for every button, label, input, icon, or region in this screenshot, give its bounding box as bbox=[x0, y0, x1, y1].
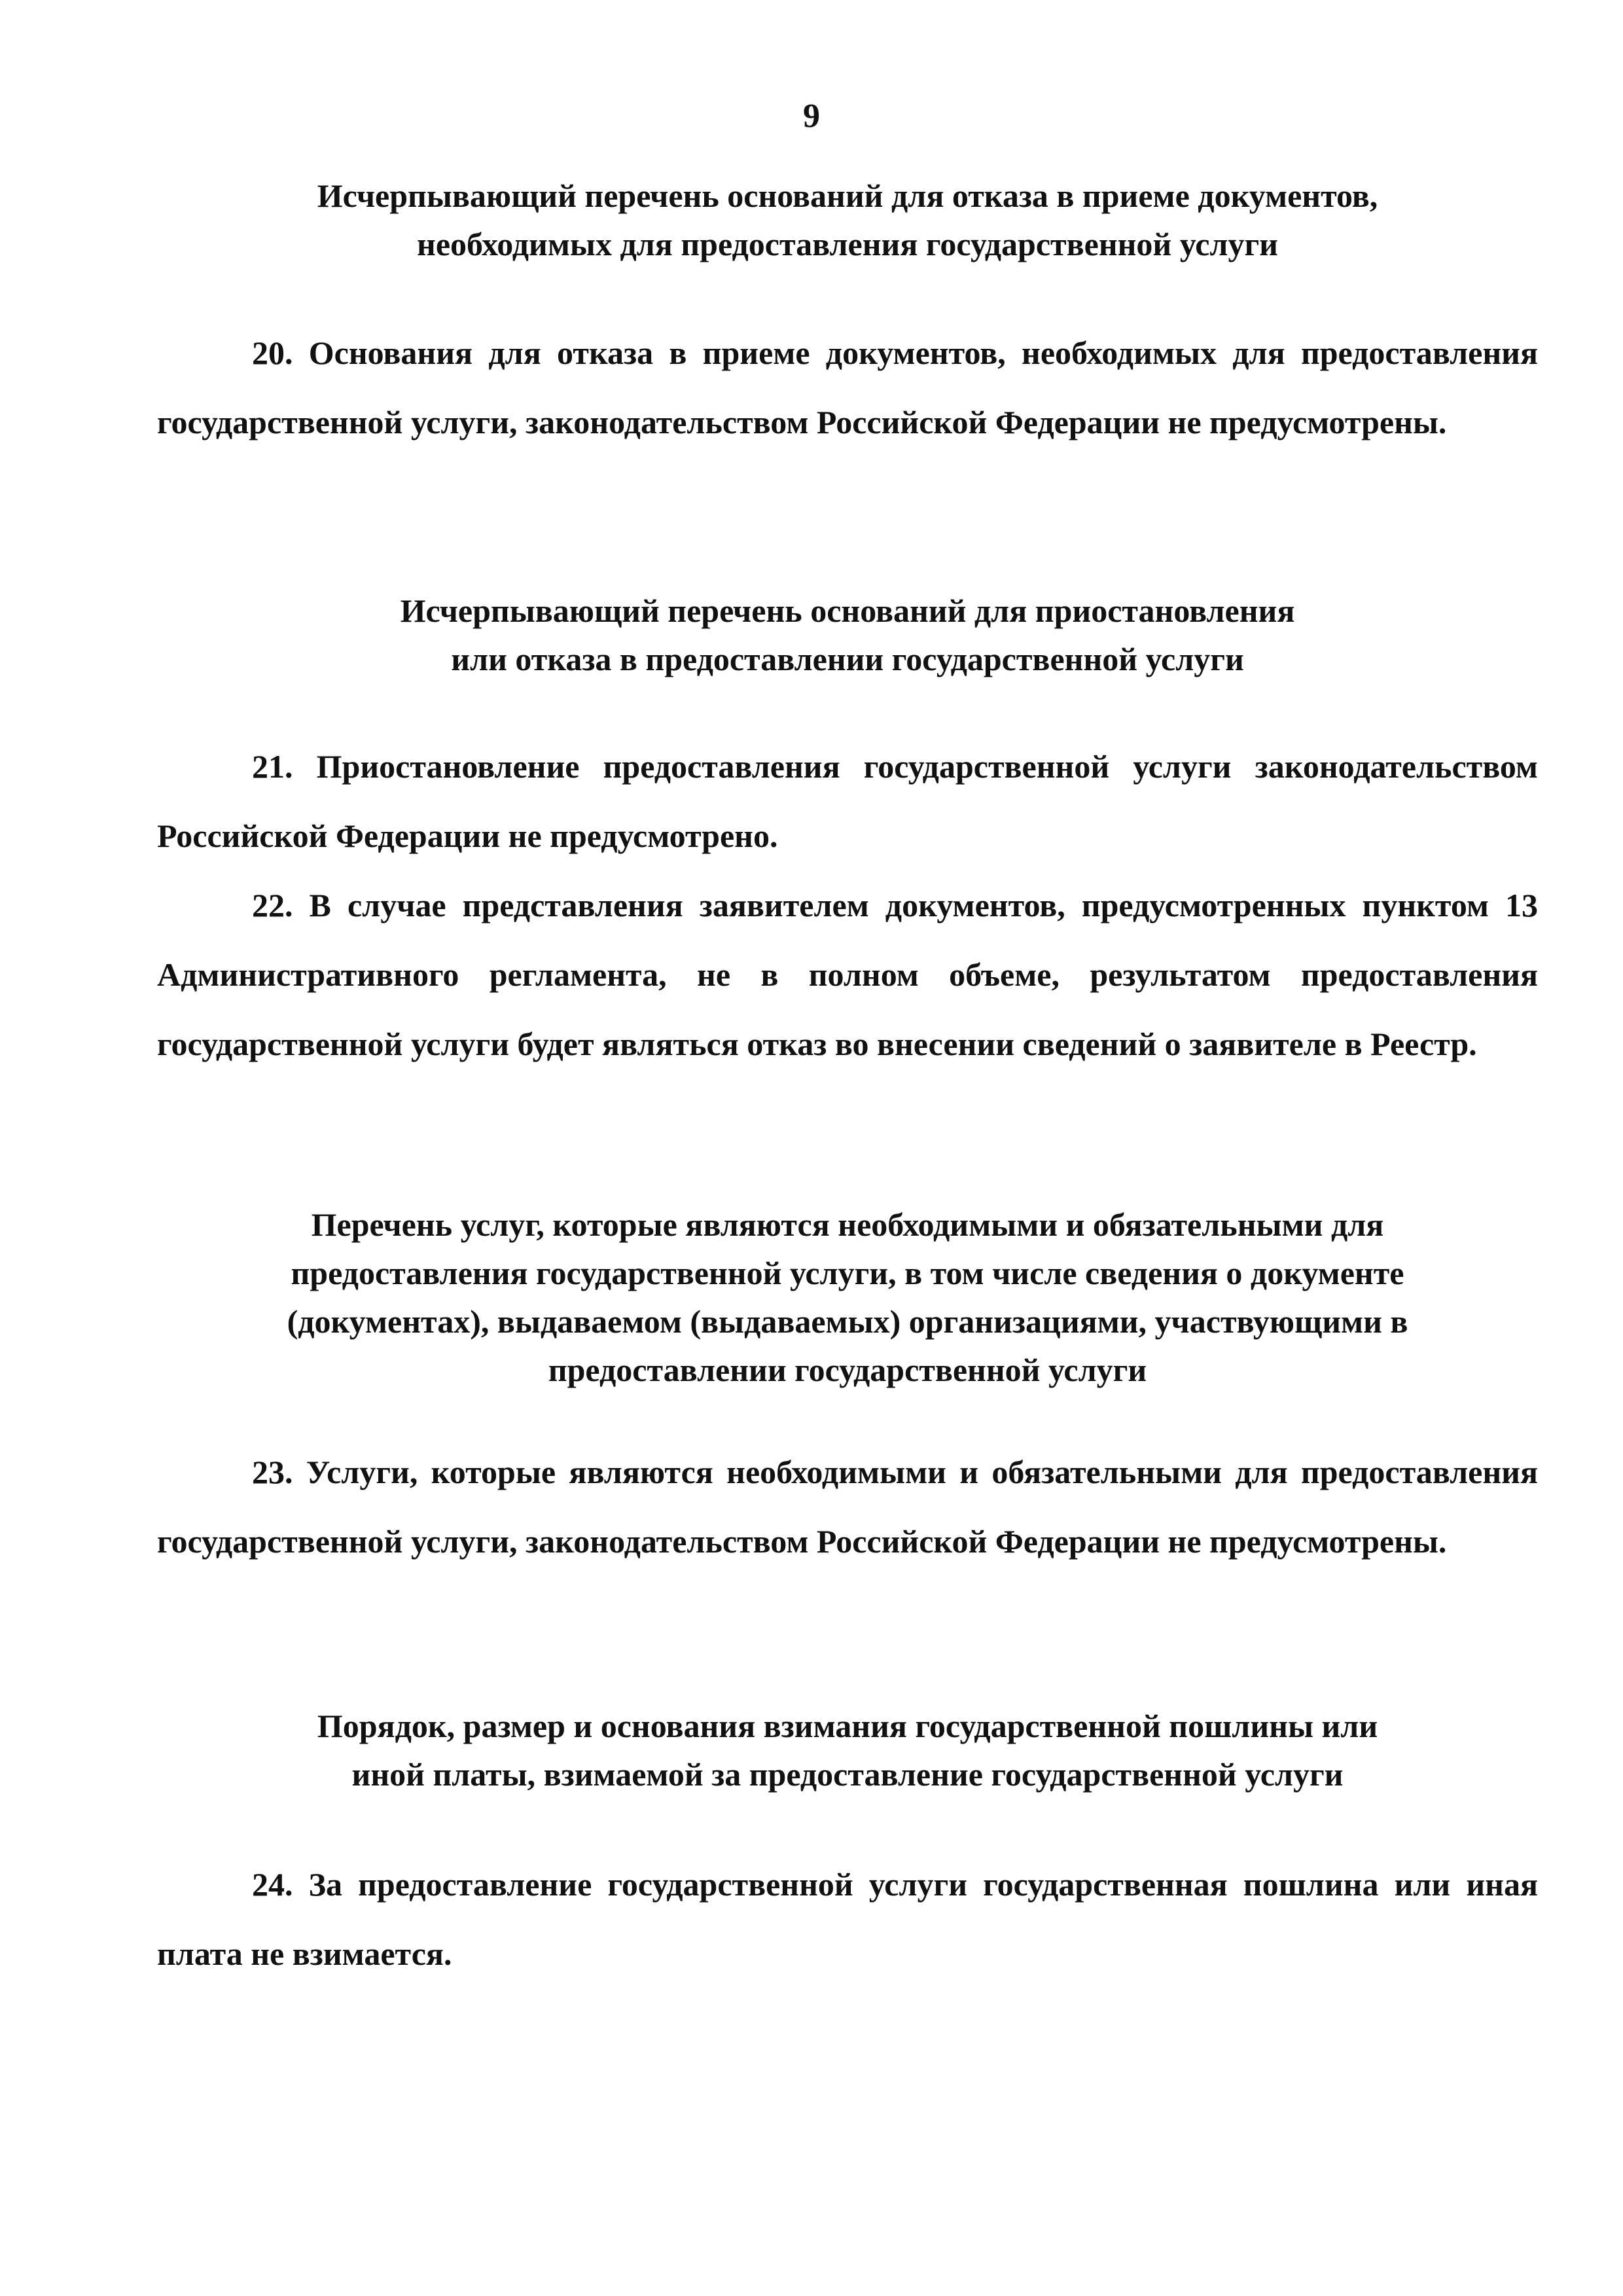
section-heading-necessary-services: Перечень услуг, которые являются необходимыми и обязательными для предоставления государственной услуги, в том числе сведения о документе (документах), выдаваемом (выдаваемых) организациями, участвующими в предоставлении государственной услуги bbox=[287, 1206, 1408, 1388]
section-heading-state-fee: Порядок, размер и основания взимания государственной пошлины или иной платы, взимаемой за предоставление государственной услуги bbox=[317, 1708, 1378, 1793]
paragraph-22: 22. В случае представления заявителем документов, предусмотренных пунктом 13 Административного регламента, не в полном объеме, результатом предоставления государственной услуги будет являться отказ во внесении сведений о заявителе в Реестр. bbox=[157, 887, 1538, 1062]
section-heading-refusal-acceptance: Исчерпывающий перечень оснований для отказа в приеме документов, необходимых для предоставления государственной услуги bbox=[317, 177, 1378, 262]
paragraph-24: 24. За предоставление государственной услуги государственная пошлина или иная плата не взимается. bbox=[157, 1866, 1538, 1972]
paragraph-23: 23. Услуги, которые являются необходимыми и обязательными для предоставления государственной услуги, законодательством Российской Федерации не предусмотрены. bbox=[157, 1454, 1538, 1560]
page-number: 9 bbox=[803, 98, 820, 135]
section-heading-suspension-refusal: Исчерпывающий перечень оснований для приостановления или отказа в предоставлении государственной услуги bbox=[400, 592, 1295, 677]
paragraph-20: 20. Основания для отказа в приеме документов, необходимых для предоставления государственной услуги, законодательством Российской Федерации не предусмотрены. bbox=[157, 334, 1538, 440]
paragraph-21: 21. Приостановление предоставления государственной услуги законодательством Российской Федерации не предусмотрено. bbox=[157, 748, 1538, 854]
